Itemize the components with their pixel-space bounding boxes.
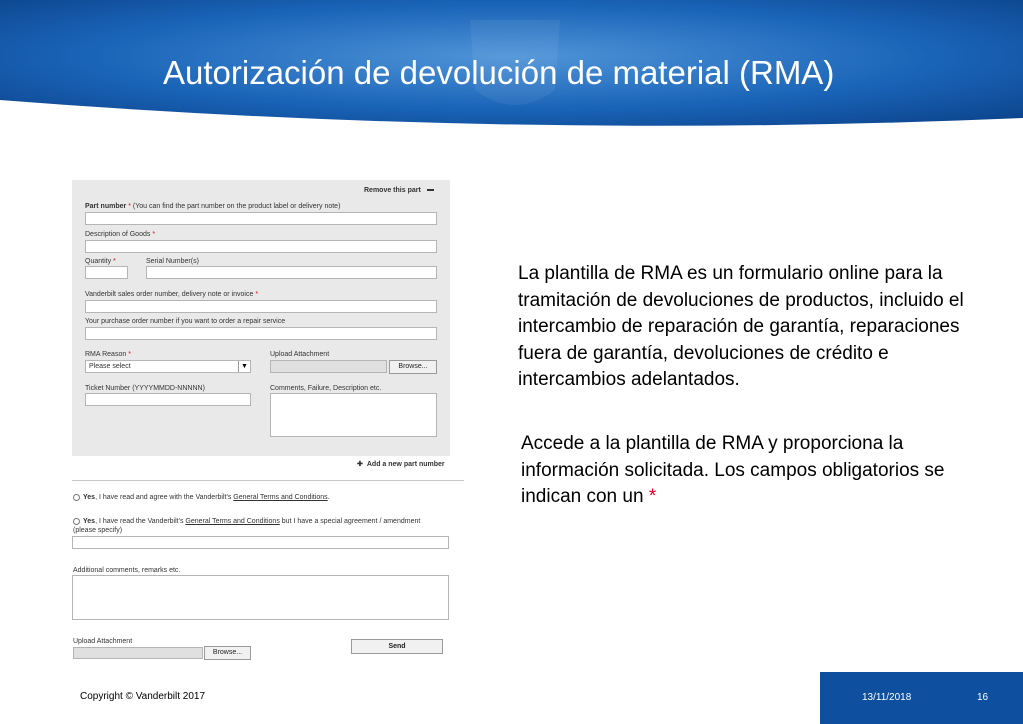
- remove-part-link[interactable]: [364, 187, 434, 194]
- add-part-label: Add a new part number: [366, 461, 445, 468]
- ticket-input[interactable]: [85, 393, 251, 406]
- serial-input[interactable]: [146, 266, 437, 279]
- divider: [72, 480, 464, 481]
- purchase-order-input[interactable]: [85, 327, 437, 340]
- browse-button[interactable]: Browse...: [389, 360, 437, 374]
- agree-yes: Yes: [83, 494, 96, 501]
- upload-label-2: Upload Attachment: [73, 638, 133, 645]
- agree-text: [83, 494, 330, 501]
- required-star: *: [128, 203, 131, 210]
- slide-title: Autorización de devolución de material (RMA): [163, 54, 835, 91]
- agree-end: .: [327, 494, 330, 501]
- upload-file-field-2[interactable]: [73, 647, 203, 659]
- quantity-label: [85, 258, 116, 265]
- part-number-label: [85, 203, 340, 210]
- special-body-1: , I have read the Vanderbilt's: [95, 518, 186, 525]
- upload-file-field[interactable]: [270, 360, 387, 373]
- special-specify-label: (please specify): [73, 527, 123, 534]
- chevron-down-icon: ▼: [238, 361, 250, 372]
- quantity-input[interactable]: [85, 266, 128, 279]
- rma-reason-value: Please select: [89, 363, 131, 370]
- purchase-order-label: Your purchase order number if you want to order a repair service: [85, 318, 286, 325]
- agree-body: , I have read and agree with the Vanderbilt's: [95, 494, 234, 501]
- special-yes: Yes: [83, 518, 96, 525]
- instructions-text: Accede a la plantilla de RMA y proporciona la información solicitada. Los campos obligatorios se indican con un: [521, 433, 945, 507]
- part-number-title: Part number: [85, 203, 127, 210]
- rma-reason-label-text: RMA Reason: [85, 351, 127, 358]
- minus-icon: [427, 189, 434, 191]
- part-number-hint: (You can find the part number on the product label or delivery note): [132, 203, 341, 210]
- required-star: *: [255, 291, 259, 298]
- required-star: *: [152, 231, 156, 238]
- quantity-label-text: Quantity: [85, 258, 112, 265]
- additional-comments-textarea[interactable]: [72, 575, 449, 620]
- special-agreement-input[interactable]: [72, 536, 449, 549]
- page-number: 16: [977, 692, 989, 703]
- send-button[interactable]: Send: [351, 639, 443, 654]
- rma-reason-select[interactable]: [85, 360, 251, 373]
- required-star: *: [128, 351, 131, 358]
- add-part-link[interactable]: [357, 460, 445, 468]
- comments-textarea[interactable]: [270, 393, 437, 437]
- description-label-text: Description of Goods: [85, 231, 151, 238]
- browse-button-2[interactable]: Browse...: [204, 646, 251, 660]
- remove-part-label: Remove this part: [364, 187, 421, 194]
- rma-instructions: [521, 431, 951, 511]
- sales-order-label-text: Vanderbilt sales order number, delivery note or invoice: [85, 291, 254, 298]
- copyright: Copyright © Vanderbilt 2017: [80, 691, 206, 702]
- rma-reason-label: [85, 351, 131, 358]
- serial-label: Serial Number(s): [146, 258, 199, 265]
- special-body-2: but I have a special agreement / amendment: [279, 518, 421, 525]
- required-star: *: [113, 258, 116, 265]
- description-label: [85, 231, 155, 238]
- agree-radio[interactable]: [73, 494, 80, 501]
- ticket-label: Ticket Number (YYYYMMDD-NNNNN): [85, 385, 205, 392]
- sales-order-label: [85, 291, 258, 298]
- required-star: *: [648, 486, 657, 507]
- footer-box: [820, 672, 1023, 724]
- terms-link-2[interactable]: General Terms and Conditions: [185, 518, 280, 525]
- comments-label: Comments, Failure, Description etc.: [270, 385, 382, 392]
- terms-link[interactable]: General Terms and Conditions: [233, 494, 328, 501]
- rma-form-panel: [72, 180, 450, 456]
- rma-description: La plantilla de RMA es un formulario online para la tramitación de devoluciones de productos, incluido el intercambio de reparación de garantía, reparaciones fuera de garantía, devoluciones de crédito e intercambios adelantados.: [518, 263, 964, 390]
- part-number-input[interactable]: [85, 212, 437, 225]
- special-agreement-text: [83, 518, 420, 525]
- sales-order-input[interactable]: [85, 300, 437, 313]
- footer-date: 13/11/2018: [862, 692, 912, 703]
- upload-label: Upload Attachment: [270, 351, 330, 358]
- description-input[interactable]: [85, 240, 437, 253]
- additional-comments-label: Additional comments, remarks etc.: [73, 567, 181, 574]
- special-agreement-radio[interactable]: [73, 518, 80, 525]
- plus-icon: ✚: [357, 461, 363, 468]
